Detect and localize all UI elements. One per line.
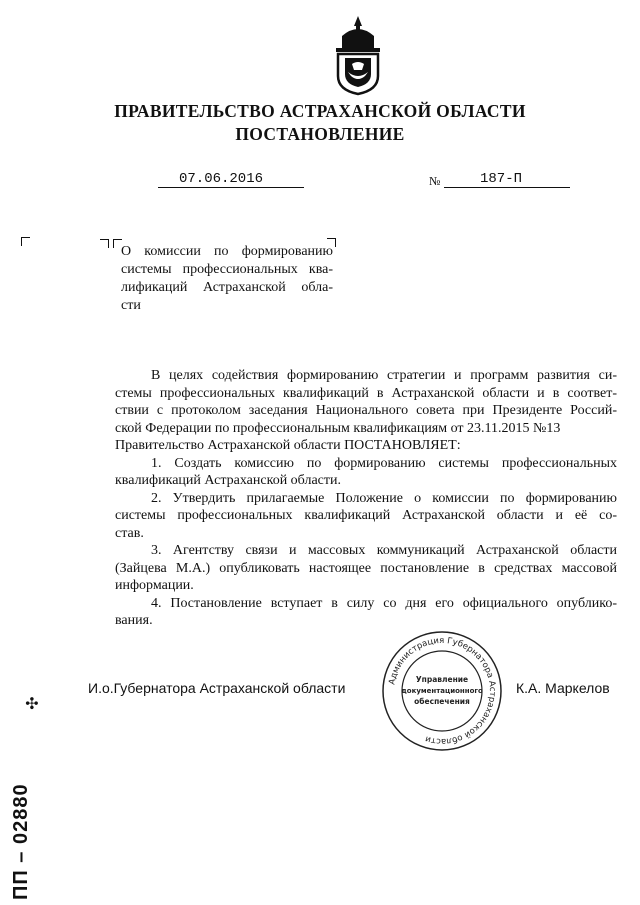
- intro-line: ской Федерации по профессиональным квалификациям от 23.11.2015 №13: [115, 420, 561, 436]
- intro-line: В целях содействия формированию стратегии и программ развития си-: [151, 368, 617, 383]
- item-4-line: вания.: [115, 613, 153, 628]
- document-number: 187-П: [480, 171, 523, 187]
- stamp-ring-text: Администрация Губернатора Астраханской области: [387, 635, 498, 747]
- item-3-line: информации.: [115, 578, 194, 593]
- item-3-line: 3. Агентству связи и массовых коммуникаций Астраханской области: [151, 543, 617, 558]
- stamp-center-line: обеспечения: [414, 697, 470, 706]
- subject-line: О комиссии по формированию: [121, 244, 333, 259]
- coat-of-arms-emblem: [332, 14, 384, 96]
- document-date: 07.06.2016: [179, 171, 264, 187]
- subject-line: сти: [121, 298, 141, 313]
- document-subject: [121, 243, 333, 315]
- registry-mark-ornament: ✣: [25, 694, 39, 713]
- item-2-line: системы профессиональных квалификаций Астраханской области и её со-: [115, 508, 617, 523]
- left-corner-mark: [21, 237, 30, 246]
- subject-line: лификаций Астраханской обла-: [121, 280, 333, 295]
- stamp-center-line: Управление: [415, 675, 469, 684]
- intro-line: Правительство Астраханской области ПОСТАНОВЛЯЕТ:: [115, 438, 461, 453]
- number-label: №: [429, 174, 441, 188]
- item-2-line: 2. Утвердить прилагаемые Положение о комиссии по формированию: [151, 490, 617, 506]
- item-4-line: 4. Постановление вступает в силу со дня его официального опублико-: [151, 595, 617, 611]
- organization-title: ПРАВИТЕЛЬСТВО АСТРАХАНСКОЙ ОБЛАСТИ: [114, 101, 526, 121]
- signatory-title: И.о.Губернатора Астраханской области: [88, 680, 346, 696]
- item-1-line: квалификаций Астраханской области.: [115, 473, 341, 488]
- intro-line: ствии с протоколом заседания Национального совета при Президенте Россий-: [115, 403, 617, 418]
- intro-line: стемы профессиональных квалификаций в Астраханской области и в соответ-: [115, 385, 617, 401]
- official-stamp: [381, 630, 503, 752]
- number-field: [444, 171, 570, 188]
- body-text: [115, 367, 617, 630]
- date-field: [158, 171, 304, 188]
- subject-line: системы профессиональных ква-: [121, 262, 333, 277]
- item-3-line: (Зайцева М.А.) опубликовать настоящее постановление в средствах массовой: [115, 560, 617, 576]
- stamp-center-line: документационного: [401, 687, 483, 695]
- registry-number: ПП – 02880: [10, 783, 32, 900]
- subject-bracket-left-tr: [100, 239, 109, 248]
- document-type-title: ПОСТАНОВЛЕНИЕ: [235, 124, 405, 144]
- item-1-line: 1. Создать комиссию по формированию системы профессиональных: [151, 455, 617, 471]
- item-2-line: став.: [115, 525, 144, 541]
- signatory-name: К.А. Маркелов: [516, 680, 610, 696]
